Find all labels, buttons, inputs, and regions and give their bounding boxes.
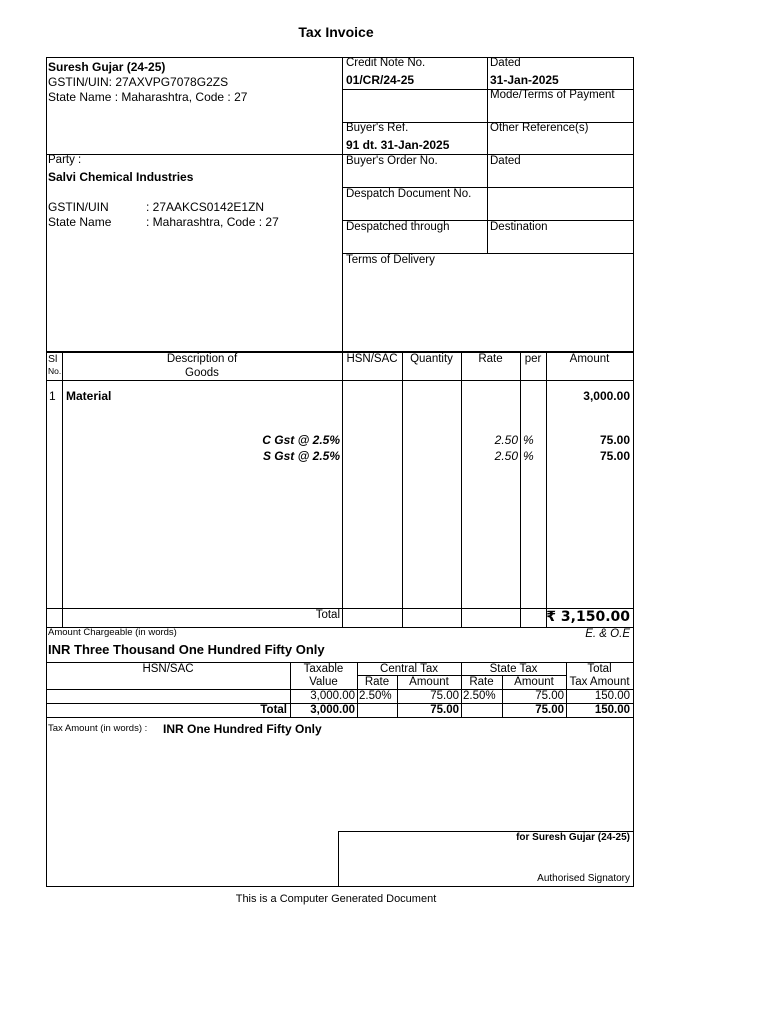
col-qty: Quantity (410, 353, 453, 365)
eoe-label: E. & O.E (585, 628, 630, 640)
col-line (342, 351, 343, 627)
border-bottom (46, 886, 633, 887)
items-total-amount: ₹ 3,150.00 (546, 609, 630, 625)
invoice-sheet (46, 57, 633, 886)
seller-name: Suresh Gujar (24-25) (48, 60, 166, 74)
col-no: No. (48, 366, 62, 376)
col-rate: Rate (478, 353, 503, 365)
col-desc-2: Goods (185, 367, 219, 379)
col-line (402, 351, 403, 627)
amount-words-label: Amount Chargeable (in words) (48, 627, 177, 638)
party-gstin-label: GSTIN/UIN (48, 200, 109, 214)
buyers-ref-value: 91 dt. 31-Jan-2025 (346, 138, 450, 152)
party-state-label: State Name (48, 215, 112, 229)
amount-words-value: INR Three Thousand One Hundred Fifty Only (48, 642, 325, 657)
mode-terms-label: Mode/Terms of Payment (490, 89, 615, 101)
ts-total-s-amount: 75.00 (535, 704, 564, 716)
dated-label: Dated (490, 57, 521, 69)
ts-row-c-rate: 2.50% (359, 690, 392, 702)
ts-row-s-rate: 2.50% (463, 690, 496, 702)
item-description: Material (66, 389, 112, 403)
authorised-signatory: Authorised Signatory (537, 873, 630, 884)
party-state-value: : Maharashtra, Code : 27 (146, 215, 279, 229)
cgst-per: % (523, 433, 534, 447)
tax-words-value: INR One Hundred Fifty Only (163, 722, 322, 736)
despatch-doc-label: Despatch Document No. (346, 188, 472, 200)
col-sl: Sl (48, 353, 58, 365)
dated-value: 31-Jan-2025 (490, 73, 559, 87)
ts-total-2: Tax Amount (569, 676, 630, 688)
ts-row-c-amount: 75.00 (430, 690, 459, 702)
cgst-rate: 2.50 (494, 433, 518, 447)
tax-words-label: Tax Amount (in words) : (48, 723, 148, 734)
cgst-label: C Gst @ 2.5% (262, 433, 340, 447)
footer-note: This is a Computer Generated Document (235, 893, 437, 905)
sgst-per: % (523, 449, 534, 463)
seller-party-divider (46, 154, 342, 155)
ts-s-rate-label: Rate (469, 676, 494, 688)
ts-row-taxable: 3,000.00 (310, 690, 355, 702)
ts-taxable-1: Taxable (303, 663, 344, 675)
party-label: Party : (48, 154, 82, 166)
credit-note-label: Credit Note No. (346, 57, 426, 69)
buyers-order-label: Buyer's Order No. (346, 155, 438, 167)
ts-total-1: Total (587, 663, 612, 675)
document-title: Tax Invoice (298, 24, 374, 40)
credit-note-value: 01/CR/24-25 (346, 73, 415, 87)
ts-s-amount-label: Amount (514, 676, 554, 688)
ts-state-tax: State Tax (489, 663, 538, 675)
col-amount: Amount (569, 353, 610, 365)
top-divider (342, 57, 343, 351)
items-total-label: Total (315, 609, 340, 621)
col-hsn: HSN/SAC (346, 353, 398, 365)
item-amount: 3,000.00 (583, 389, 630, 403)
sgst-rate: 2.50 (494, 449, 518, 463)
cgst-amount: 75.00 (599, 433, 630, 447)
border-left (46, 57, 47, 886)
border-top (46, 57, 633, 58)
destination-label: Destination (490, 221, 548, 233)
border-right (633, 57, 634, 887)
buyers-ref-label: Buyer's Ref. (346, 122, 409, 134)
ts-total-taxable: 3,000.00 (310, 704, 355, 716)
col-per: per (524, 353, 542, 365)
sgst-amount: 75.00 (599, 449, 630, 463)
seller-gstin: GSTIN/UIN: 27AXVPG7078G2ZS (48, 75, 229, 89)
ts-taxable-2: Value (309, 676, 338, 688)
party-name: Salvi Chemical Industries (48, 170, 194, 184)
ts-total-label: Total (260, 704, 287, 716)
col-desc-1: Description of (166, 353, 238, 365)
ts-row-total: 150.00 (594, 690, 630, 702)
meta-divider (487, 57, 488, 253)
ts-central-tax: Central Tax (380, 663, 438, 675)
terms-delivery-label: Terms of Delivery (346, 254, 435, 266)
ts-c-rate-label: Rate (364, 676, 390, 688)
ts-total-c-amount: 75.00 (430, 704, 459, 716)
ts-c-amount-label: Amount (409, 676, 449, 688)
seller-state: State Name : Maharashtra, Code : 27 (48, 90, 248, 104)
other-ref-label: Other Reference(s) (490, 122, 589, 134)
signature-for: for Suresh Gujar (24-25) (516, 832, 630, 843)
party-gstin-value: : 27AAKCS0142E1ZN (146, 200, 265, 214)
ts-hsn-label: HSN/SAC (142, 663, 194, 675)
col-line (62, 351, 63, 627)
ts-total-total: 150.00 (594, 704, 630, 716)
ts-row-s-amount: 75.00 (535, 690, 564, 702)
item-sl: 1 (49, 389, 56, 403)
sgst-label: S Gst @ 2.5% (262, 449, 340, 463)
col-line (520, 351, 521, 627)
dated2-label: Dated (490, 155, 521, 167)
col-line (461, 351, 462, 627)
despatched-through-label: Despatched through (346, 221, 450, 233)
